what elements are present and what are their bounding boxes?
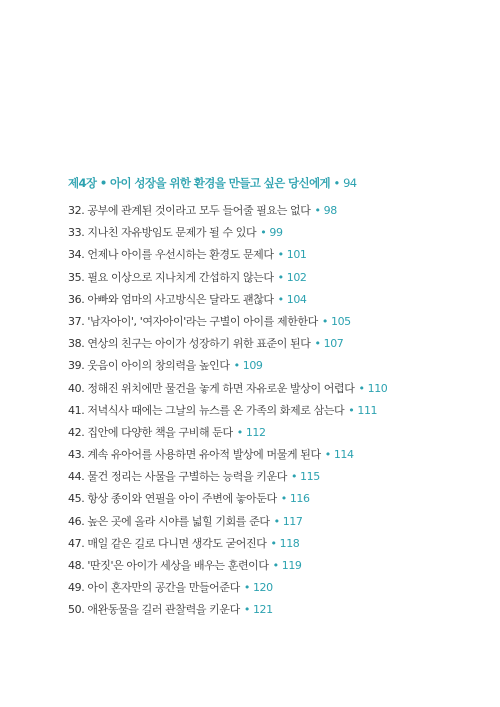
toc-separator: •: [280, 492, 287, 506]
toc-entry: [68, 466, 488, 488]
toc-entry: [68, 289, 488, 311]
chapter-page-number: 94: [343, 176, 357, 190]
toc-entry-title: 33. 지나친 자유방임도 문제가 될 수 있다: [68, 226, 257, 240]
toc-entry-title: 37. '남자아이', '여자아이'라는 구별이 아이를 제한한다: [68, 314, 318, 328]
toc-separator: •: [314, 337, 321, 351]
toc-page-number: 119: [281, 559, 302, 572]
toc-list: [68, 200, 488, 622]
toc-separator: •: [321, 314, 328, 328]
toc-entry: [68, 555, 488, 577]
toc-entry: [68, 311, 488, 333]
toc-entry: [68, 400, 488, 422]
toc-entry-title: 46. 높은 곳에 올라 시야를 넓힐 기회를 준다: [68, 514, 270, 528]
toc-separator: •: [277, 248, 284, 262]
toc-separator: •: [358, 381, 365, 395]
toc-entry: [68, 577, 488, 599]
toc-separator: •: [243, 603, 250, 617]
toc-entry-title: 41. 저녁식사 때에는 그날의 뉴스를 온 가족의 화제로 삼는다: [68, 403, 345, 417]
toc-separator: •: [290, 470, 298, 484]
toc-page-number: 112: [245, 425, 266, 439]
toc-entry: [68, 200, 488, 222]
toc-entry: [68, 378, 488, 400]
toc-entry-title: 32. 공부에 관계된 것이라고 모두 들어줄 필요는 없다: [68, 204, 311, 217]
toc-entry-title: 42. 집안에 다양한 책을 구비해 둔다: [68, 425, 233, 439]
toc-page-number: 115: [300, 470, 320, 484]
toc-separator: •: [272, 559, 279, 572]
toc-entry-title: 40. 정해진 위치에만 물건을 놓게 하면 자유로운 발상이 어렵다: [68, 381, 355, 395]
toc-page-number: 114: [333, 448, 354, 462]
toc-separator: •: [233, 359, 240, 373]
toc-entry: [68, 244, 488, 266]
toc-separator: •: [314, 204, 321, 217]
toc-entry-title: 50. 애완동물을 길러 관찰력을 키운다: [68, 603, 240, 617]
toc-entry: [68, 511, 488, 533]
toc-page-number: 101: [286, 248, 307, 262]
toc-entry-title: 48. '딴짓'은 아이가 세상을 배우는 훈련이다: [68, 559, 269, 572]
toc-separator: •: [277, 270, 284, 284]
toc-page-number: 111: [357, 403, 378, 417]
toc-separator: •: [348, 403, 355, 417]
toc-entry: [68, 222, 488, 244]
toc-separator: •: [243, 581, 250, 595]
toc-entry: [68, 444, 488, 466]
toc-entry-title: 43. 계속 유아어를 사용하면 유아적 발상에 머물게 된다: [68, 448, 321, 462]
toc-separator: •: [273, 514, 280, 528]
toc-separator: •: [270, 536, 277, 550]
toc-entry-title: 39. 웃음이 아이의 창의력을 높인다: [68, 359, 230, 373]
toc-separator: •: [236, 425, 243, 439]
toc-entry: [68, 422, 488, 444]
chapter-title: 제4장 • 아이 성장을 위한 환경을 만들고 싶은 당신에게: [68, 176, 331, 190]
toc-separator: •: [324, 448, 331, 462]
toc-page-number: 99: [269, 226, 283, 240]
toc-page-number: 118: [279, 536, 300, 550]
toc-page-number: 121: [252, 603, 273, 617]
toc-entry-title: 45. 항상 종이와 연필을 아이 주변에 놓아둔다: [68, 492, 277, 506]
toc-page-number: 104: [286, 292, 307, 306]
toc-entry-title: 36. 아빠와 엄마의 사고방식은 달라도 괜찮다: [68, 292, 274, 306]
chapter-bullet: •: [333, 176, 340, 190]
toc-entry-title: 34. 언제나 아이를 우선시하는 환경도 문제다: [68, 248, 274, 262]
toc-separator: •: [277, 292, 284, 306]
toc-page-number: 105: [330, 314, 351, 328]
toc-entry: [68, 533, 488, 555]
toc-entry-title: 49. 아이 혼자만의 공간을 만들어준다: [68, 581, 240, 595]
toc-entry: [68, 599, 488, 621]
toc-entry: [68, 267, 488, 289]
toc-entry: [68, 333, 488, 355]
toc-page-number: 116: [289, 492, 310, 506]
toc-page-number: 107: [323, 337, 344, 351]
toc-entry-title: 44. 물건 정리는 사물을 구별하는 능력을 키운다: [68, 470, 287, 484]
toc-separator: •: [260, 226, 267, 240]
toc-entry-title: 47. 매일 같은 길로 다니면 생각도 굳어진다: [68, 536, 267, 550]
toc-page-number: 102: [286, 270, 307, 284]
toc-entry-title: 35. 필요 이상으로 지나치게 간섭하지 않는다: [68, 270, 274, 284]
toc-page-number: 110: [367, 381, 388, 395]
toc-page-number: 117: [282, 514, 303, 528]
chapter-heading: [68, 175, 488, 191]
toc-entry: [68, 355, 488, 377]
toc-entry: [68, 488, 488, 510]
toc-page-number: 109: [242, 359, 263, 373]
toc-entry-title: 38. 연상의 친구는 아이가 성장하기 위한 표준이 된다: [68, 337, 311, 351]
toc-page-number: 120: [252, 581, 273, 595]
toc-page-number: 98: [323, 204, 337, 217]
